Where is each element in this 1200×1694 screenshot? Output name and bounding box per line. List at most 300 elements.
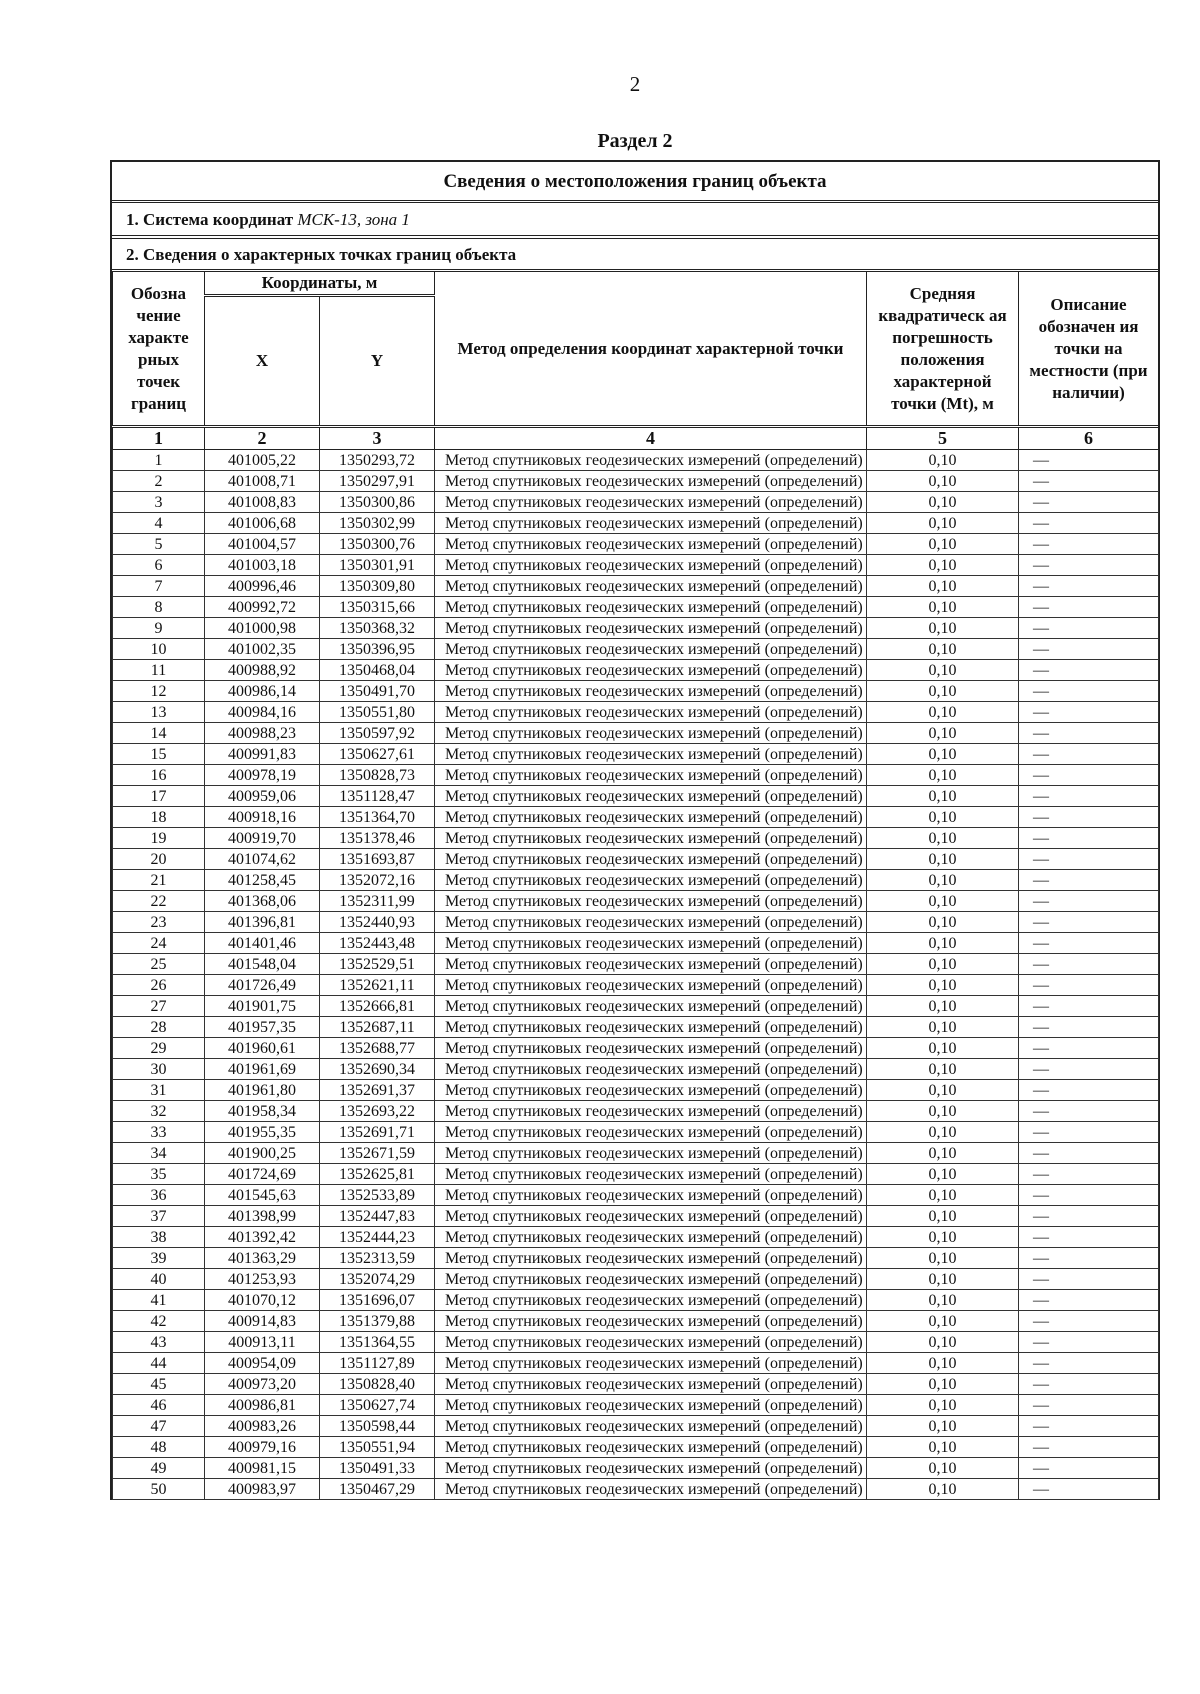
description-cell: —	[1019, 1038, 1159, 1059]
table-row	[113, 723, 1159, 744]
coord-x: 401363,29	[205, 1248, 320, 1269]
error-value: 0,10	[867, 765, 1019, 786]
coord-x: 400996,46	[205, 576, 320, 597]
error-value: 0,10	[867, 933, 1019, 954]
coord-x: 400988,92	[205, 660, 320, 681]
error-value: 0,10	[867, 1164, 1019, 1185]
method-cell: Метод спутниковых геодезических измерений (определений)	[435, 1290, 867, 1311]
coord-x: 400979,16	[205, 1437, 320, 1458]
method-cell: Метод спутниковых геодезических измерений (определений)	[435, 933, 867, 954]
method-cell: Метод спутниковых геодезических измерений (определений)	[435, 975, 867, 996]
error-value: 0,10	[867, 681, 1019, 702]
coordinate-system-row	[112, 200, 1158, 235]
description-cell: —	[1019, 828, 1159, 849]
error-value: 0,10	[867, 513, 1019, 534]
coord-x: 401004,57	[205, 534, 320, 555]
description-cell: —	[1019, 1269, 1159, 1290]
column-number: 3	[320, 427, 435, 450]
point-number: 16	[113, 765, 205, 786]
description-cell: —	[1019, 513, 1159, 534]
table-row	[113, 1122, 1159, 1143]
error-value: 0,10	[867, 1038, 1019, 1059]
table-row	[113, 702, 1159, 723]
description-cell: —	[1019, 492, 1159, 513]
coord-x: 400913,11	[205, 1332, 320, 1353]
method-cell: Метод спутниковых геодезических измерений (определений)	[435, 891, 867, 912]
point-number: 10	[113, 639, 205, 660]
table-row	[113, 1101, 1159, 1122]
error-value: 0,10	[867, 471, 1019, 492]
point-number: 46	[113, 1395, 205, 1416]
method-cell: Метод спутниковых геодезических измерений (определений)	[435, 1185, 867, 1206]
error-value: 0,10	[867, 975, 1019, 996]
description-cell: —	[1019, 1374, 1159, 1395]
description-cell: —	[1019, 891, 1159, 912]
description-cell: —	[1019, 807, 1159, 828]
description-cell: —	[1019, 786, 1159, 807]
error-value: 0,10	[867, 660, 1019, 681]
error-value: 0,10	[867, 1143, 1019, 1164]
table-row	[113, 849, 1159, 870]
description-cell: —	[1019, 1164, 1159, 1185]
table-row	[113, 450, 1159, 471]
point-number: 4	[113, 513, 205, 534]
method-cell: Метод спутниковых геодезических измерений (определений)	[435, 1164, 867, 1185]
error-value: 0,10	[867, 1227, 1019, 1248]
error-value: 0,10	[867, 1353, 1019, 1374]
coord-y: 1350491,33	[320, 1458, 435, 1479]
description-cell: —	[1019, 555, 1159, 576]
coord-x: 400986,14	[205, 681, 320, 702]
point-number: 26	[113, 975, 205, 996]
method-cell: Метод спутниковых геодезических измерений (определений)	[435, 660, 867, 681]
point-number: 20	[113, 849, 205, 870]
method-cell: Метод спутниковых геодезических измерений (определений)	[435, 1248, 867, 1269]
description-cell: —	[1019, 1479, 1159, 1500]
column-numbers-row	[113, 427, 1159, 450]
error-value: 0,10	[867, 1437, 1019, 1458]
error-value: 0,10	[867, 786, 1019, 807]
method-cell: Метод спутниковых геодезических измерений (определений)	[435, 555, 867, 576]
error-value: 0,10	[867, 1458, 1019, 1479]
coord-y: 1350301,91	[320, 555, 435, 576]
coord-y: 1351693,87	[320, 849, 435, 870]
description-cell: —	[1019, 450, 1159, 471]
method-cell: Метод спутниковых геодезических измерений (определений)	[435, 765, 867, 786]
coord-y: 1352529,51	[320, 954, 435, 975]
method-cell: Метод спутниковых геодезических измерений (определений)	[435, 576, 867, 597]
coord-y: 1351364,55	[320, 1332, 435, 1353]
column-number: 2	[205, 427, 320, 450]
table-row	[113, 1269, 1159, 1290]
table-row	[113, 828, 1159, 849]
error-value: 0,10	[867, 555, 1019, 576]
method-cell: Метод спутниковых геодезических измерений (определений)	[435, 471, 867, 492]
coordinate-system-value: МСК-13, зона 1	[297, 210, 410, 229]
description-cell: —	[1019, 1311, 1159, 1332]
coord-x: 401002,35	[205, 639, 320, 660]
column-number: 6	[1019, 427, 1159, 450]
point-number: 48	[113, 1437, 205, 1458]
error-value: 0,10	[867, 1206, 1019, 1227]
points-heading: 2. Сведения о характерных точках границ объекта	[112, 235, 1158, 269]
coord-y: 1350300,86	[320, 492, 435, 513]
coord-y: 1352693,22	[320, 1101, 435, 1122]
point-number: 37	[113, 1206, 205, 1227]
coord-y: 1350551,94	[320, 1437, 435, 1458]
table-row	[113, 1290, 1159, 1311]
coord-x: 400984,16	[205, 702, 320, 723]
point-number: 3	[113, 492, 205, 513]
table-row	[113, 1479, 1159, 1500]
coord-y: 1350368,32	[320, 618, 435, 639]
point-number: 27	[113, 996, 205, 1017]
coord-y: 1350828,40	[320, 1374, 435, 1395]
table-row	[113, 1185, 1159, 1206]
point-number: 25	[113, 954, 205, 975]
table-row	[113, 912, 1159, 933]
point-number: 22	[113, 891, 205, 912]
description-cell: —	[1019, 1143, 1159, 1164]
description-cell: —	[1019, 1101, 1159, 1122]
coord-y: 1351364,70	[320, 807, 435, 828]
error-value: 0,10	[867, 1416, 1019, 1437]
coord-y: 1352687,11	[320, 1017, 435, 1038]
coord-x: 401008,83	[205, 492, 320, 513]
point-number: 19	[113, 828, 205, 849]
coord-x: 401000,98	[205, 618, 320, 639]
coord-y: 1350491,70	[320, 681, 435, 702]
error-value: 0,10	[867, 1101, 1019, 1122]
description-cell: —	[1019, 849, 1159, 870]
coord-y: 1352074,29	[320, 1269, 435, 1290]
point-number: 12	[113, 681, 205, 702]
method-cell: Метод спутниковых геодезических измерений (определений)	[435, 1269, 867, 1290]
coord-x: 400986,81	[205, 1395, 320, 1416]
coord-y: 1352443,48	[320, 933, 435, 954]
table-row	[113, 513, 1159, 534]
coord-y: 1352533,89	[320, 1185, 435, 1206]
point-number: 38	[113, 1227, 205, 1248]
coord-y: 1350300,76	[320, 534, 435, 555]
coord-x: 401726,49	[205, 975, 320, 996]
coord-x: 401958,34	[205, 1101, 320, 1122]
coord-y: 1352625,81	[320, 1164, 435, 1185]
coord-y: 1350598,44	[320, 1416, 435, 1437]
table-row	[113, 1080, 1159, 1101]
coord-y: 1352690,34	[320, 1059, 435, 1080]
error-value: 0,10	[867, 1311, 1019, 1332]
method-cell: Метод спутниковых геодезических измерений (определений)	[435, 513, 867, 534]
header-error: Средняя квадратическ ая погрешность положения характерной точки (Mt), м	[867, 271, 1019, 427]
coord-x: 401961,69	[205, 1059, 320, 1080]
table-row	[113, 1227, 1159, 1248]
error-value: 0,10	[867, 996, 1019, 1017]
description-cell: —	[1019, 975, 1159, 996]
description-cell: —	[1019, 1458, 1159, 1479]
table-row	[113, 996, 1159, 1017]
description-cell: —	[1019, 870, 1159, 891]
method-cell: Метод спутниковых геодезических измерений (определений)	[435, 870, 867, 891]
description-cell: —	[1019, 660, 1159, 681]
header-designation: Обозна чение характе рных точек границ	[113, 271, 205, 427]
coord-y: 1352666,81	[320, 996, 435, 1017]
description-cell: —	[1019, 954, 1159, 975]
coord-y: 1350297,91	[320, 471, 435, 492]
method-cell: Метод спутниковых геодезических измерений (определений)	[435, 1332, 867, 1353]
point-number: 5	[113, 534, 205, 555]
coord-x: 401398,99	[205, 1206, 320, 1227]
point-number: 7	[113, 576, 205, 597]
point-number: 49	[113, 1458, 205, 1479]
point-number: 21	[113, 870, 205, 891]
header-y: Y	[320, 296, 435, 427]
table-row	[113, 1059, 1159, 1080]
coord-x: 401548,04	[205, 954, 320, 975]
coord-x: 400918,16	[205, 807, 320, 828]
coord-x: 401545,63	[205, 1185, 320, 1206]
method-cell: Метод спутниковых геодезических измерений (определений)	[435, 639, 867, 660]
method-cell: Метод спутниковых геодезических измерений (определений)	[435, 996, 867, 1017]
coord-y: 1352691,37	[320, 1080, 435, 1101]
error-value: 0,10	[867, 954, 1019, 975]
error-value: 0,10	[867, 870, 1019, 891]
coord-y: 1350597,92	[320, 723, 435, 744]
header-description: Описание обозначен ия точки на местности (при наличии)	[1019, 271, 1159, 427]
coord-x: 400981,15	[205, 1458, 320, 1479]
table-row	[113, 954, 1159, 975]
table-row	[113, 1143, 1159, 1164]
header-x: X	[205, 296, 320, 427]
coord-y: 1350302,99	[320, 513, 435, 534]
table-header-row	[113, 271, 1159, 296]
coord-y: 1350627,61	[320, 744, 435, 765]
description-cell: —	[1019, 1248, 1159, 1269]
coord-y: 1351378,46	[320, 828, 435, 849]
method-cell: Метод спутниковых геодезических измерений (определений)	[435, 1206, 867, 1227]
table-row	[113, 1206, 1159, 1227]
point-number: 45	[113, 1374, 205, 1395]
column-number: 5	[867, 427, 1019, 450]
coord-y: 1351128,47	[320, 786, 435, 807]
coord-x: 401955,35	[205, 1122, 320, 1143]
error-value: 0,10	[867, 1248, 1019, 1269]
description-cell: —	[1019, 1059, 1159, 1080]
method-cell: Метод спутниковых геодезических измерений (определений)	[435, 1143, 867, 1164]
error-value: 0,10	[867, 1290, 1019, 1311]
point-number: 17	[113, 786, 205, 807]
table-row	[113, 975, 1159, 996]
table-row	[113, 597, 1159, 618]
coord-x: 401005,22	[205, 450, 320, 471]
method-cell: Метод спутниковых геодезических измерений (определений)	[435, 1080, 867, 1101]
coord-x: 401258,45	[205, 870, 320, 891]
error-value: 0,10	[867, 1122, 1019, 1143]
coord-x: 401957,35	[205, 1017, 320, 1038]
point-number: 18	[113, 807, 205, 828]
point-number: 15	[113, 744, 205, 765]
error-value: 0,10	[867, 618, 1019, 639]
coord-y: 1352447,83	[320, 1206, 435, 1227]
description-cell: —	[1019, 471, 1159, 492]
method-cell: Метод спутниковых геодезических измерений (определений)	[435, 1479, 867, 1500]
method-cell: Метод спутниковых геодезических измерений (определений)	[435, 1227, 867, 1248]
point-number: 40	[113, 1269, 205, 1290]
description-cell: —	[1019, 618, 1159, 639]
header-method: Метод определения координат характерной точки	[435, 271, 867, 427]
point-number: 41	[113, 1290, 205, 1311]
description-cell: —	[1019, 576, 1159, 597]
description-cell: —	[1019, 912, 1159, 933]
point-number: 11	[113, 660, 205, 681]
coord-x: 400919,70	[205, 828, 320, 849]
table-row	[113, 534, 1159, 555]
description-cell: —	[1019, 1416, 1159, 1437]
point-number: 43	[113, 1332, 205, 1353]
method-cell: Метод спутниковых геодезических измерений (определений)	[435, 1311, 867, 1332]
coord-y: 1350293,72	[320, 450, 435, 471]
point-number: 28	[113, 1017, 205, 1038]
coord-y: 1350468,04	[320, 660, 435, 681]
coord-x: 400988,23	[205, 723, 320, 744]
point-number: 35	[113, 1164, 205, 1185]
table-row	[113, 639, 1159, 660]
description-cell: —	[1019, 702, 1159, 723]
point-number: 39	[113, 1248, 205, 1269]
coord-y: 1351696,07	[320, 1290, 435, 1311]
method-cell: Метод спутниковых геодезических измерений (определений)	[435, 1395, 867, 1416]
coord-x: 400992,72	[205, 597, 320, 618]
error-value: 0,10	[867, 450, 1019, 471]
table-row	[113, 1017, 1159, 1038]
error-value: 0,10	[867, 597, 1019, 618]
coord-y: 1350828,73	[320, 765, 435, 786]
method-cell: Метод спутниковых геодезических измерений (определений)	[435, 1038, 867, 1059]
coord-x: 401961,80	[205, 1080, 320, 1101]
table-row	[113, 1437, 1159, 1458]
coord-x: 400991,83	[205, 744, 320, 765]
coord-x: 400983,26	[205, 1416, 320, 1437]
error-value: 0,10	[867, 807, 1019, 828]
method-cell: Метод спутниковых геодезических измерений (определений)	[435, 1458, 867, 1479]
table-row	[113, 1311, 1159, 1332]
description-cell: —	[1019, 1206, 1159, 1227]
coord-y: 1350396,95	[320, 639, 435, 660]
coord-y: 1352440,93	[320, 912, 435, 933]
coord-y: 1352671,59	[320, 1143, 435, 1164]
document-title: Сведения о местоположения границ объекта	[112, 160, 1158, 200]
error-value: 0,10	[867, 492, 1019, 513]
coord-x: 401008,71	[205, 471, 320, 492]
table-row	[113, 618, 1159, 639]
coord-x: 401003,18	[205, 555, 320, 576]
coord-y: 1352444,23	[320, 1227, 435, 1248]
point-number: 24	[113, 933, 205, 954]
error-value: 0,10	[867, 1332, 1019, 1353]
coord-x: 400914,83	[205, 1311, 320, 1332]
description-cell: —	[1019, 534, 1159, 555]
error-value: 0,10	[867, 1395, 1019, 1416]
error-value: 0,10	[867, 1080, 1019, 1101]
coord-x: 401074,62	[205, 849, 320, 870]
boundary-info-form	[110, 160, 1160, 1500]
description-cell: —	[1019, 723, 1159, 744]
table-row	[113, 1164, 1159, 1185]
coord-x: 401368,06	[205, 891, 320, 912]
error-value: 0,10	[867, 723, 1019, 744]
description-cell: —	[1019, 1395, 1159, 1416]
coord-x: 400983,97	[205, 1479, 320, 1500]
method-cell: Метод спутниковых геодезических измерений (определений)	[435, 1437, 867, 1458]
error-value: 0,10	[867, 1059, 1019, 1080]
table-row	[113, 660, 1159, 681]
coord-x: 401070,12	[205, 1290, 320, 1311]
coord-x: 400959,06	[205, 786, 320, 807]
method-cell: Метод спутниковых геодезических измерений (определений)	[435, 1374, 867, 1395]
table-row	[113, 891, 1159, 912]
method-cell: Метод спутниковых геодезических измерений (определений)	[435, 1101, 867, 1122]
coord-x: 400978,19	[205, 765, 320, 786]
point-number: 1	[113, 450, 205, 471]
description-cell: —	[1019, 1290, 1159, 1311]
description-cell: —	[1019, 597, 1159, 618]
point-number: 23	[113, 912, 205, 933]
coord-y: 1350309,80	[320, 576, 435, 597]
point-number: 14	[113, 723, 205, 744]
method-cell: Метод спутниковых геодезических измерений (определений)	[435, 744, 867, 765]
coord-y: 1350315,66	[320, 597, 435, 618]
method-cell: Метод спутниковых геодезических измерений (определений)	[435, 912, 867, 933]
table-row	[113, 786, 1159, 807]
method-cell: Метод спутниковых геодезических измерений (определений)	[435, 954, 867, 975]
coord-y: 1352688,77	[320, 1038, 435, 1059]
method-cell: Метод спутниковых геодезических измерений (определений)	[435, 1059, 867, 1080]
coord-x: 401006,68	[205, 513, 320, 534]
section-title: Раздел 2	[597, 130, 673, 152]
point-number: 2	[113, 471, 205, 492]
method-cell: Метод спутниковых геодезических измерений (определений)	[435, 450, 867, 471]
table-row	[113, 492, 1159, 513]
table-row	[113, 1395, 1159, 1416]
point-number: 9	[113, 618, 205, 639]
description-cell: —	[1019, 1080, 1159, 1101]
coord-y: 1352313,59	[320, 1248, 435, 1269]
points-table	[112, 269, 1159, 1500]
point-number: 50	[113, 1479, 205, 1500]
coord-x: 400954,09	[205, 1353, 320, 1374]
error-value: 0,10	[867, 1479, 1019, 1500]
error-value: 0,10	[867, 828, 1019, 849]
method-cell: Метод спутниковых геодезических измерений (определений)	[435, 1353, 867, 1374]
method-cell: Метод спутниковых геодезических измерений (определений)	[435, 807, 867, 828]
method-cell: Метод спутниковых геодезических измерений (определений)	[435, 1416, 867, 1437]
coord-x: 401900,25	[205, 1143, 320, 1164]
method-cell: Метод спутниковых геодезических измерений (определений)	[435, 534, 867, 555]
table-row	[113, 807, 1159, 828]
description-cell: —	[1019, 1122, 1159, 1143]
error-value: 0,10	[867, 849, 1019, 870]
coord-y: 1352691,71	[320, 1122, 435, 1143]
table-row	[113, 1248, 1159, 1269]
error-value: 0,10	[867, 912, 1019, 933]
method-cell: Метод спутниковых геодезических измерений (определений)	[435, 597, 867, 618]
table-row	[113, 681, 1159, 702]
error-value: 0,10	[867, 744, 1019, 765]
error-value: 0,10	[867, 1269, 1019, 1290]
description-cell: —	[1019, 1017, 1159, 1038]
description-cell: —	[1019, 1227, 1159, 1248]
description-cell: —	[1019, 1353, 1159, 1374]
